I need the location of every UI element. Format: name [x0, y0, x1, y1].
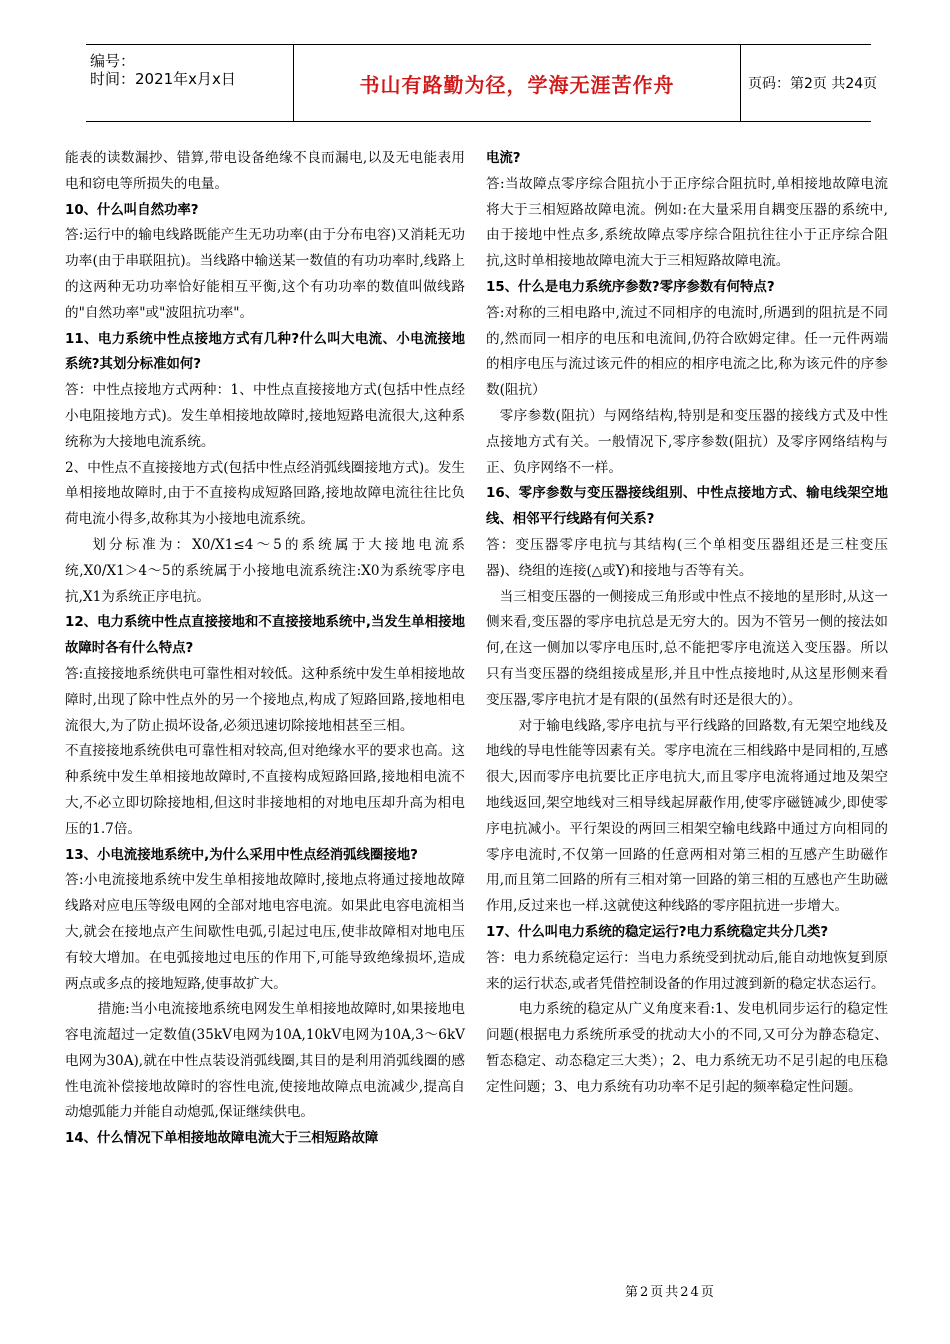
page-label: 页码：第2页 共24页 [748, 76, 878, 92]
answer-paragraph: 电力系统的稳定从广义角度来看:1、发电机同步运行的稳定性问题(根据电力系统所承受的扰动大小的不同,又可分为静态稳定、暂态稳定、动态稳定三大类）；2、电力系统无功不足引起的电压稳定性问题；3、电力系统有功功率不足引起的频率稳定性问题。 [486, 1001, 888, 1095]
question-heading: 15、什么是电力系统序参数?零序参数有何特点? [486, 279, 775, 295]
question-heading: 17、什么叫电力系统的稳定运行?电力系统稳定共分几类? [486, 924, 829, 940]
answer-paragraph: 答：中性点接地方式两种：1、中性点直接接地方式(包括中性点经小电阻接地方式)。发生单相接地故障时,接地短路电流很大,这种系统称为大接地电流系统。 [65, 382, 465, 450]
left-column [65, 146, 465, 1152]
answer-paragraph: 当三相变压器的一侧接成三角形或中性点不接地的星形时,从这一侧来看,变压器的零序电抗总是无穷大的。因为不管另一侧的接法如何,在这一侧加以零序电压时,总不能把零序电流送入变压器。所以只有当变压器的绕组接成星形,并且中性点接地时,从这星形侧来看变压器,零序电抗才是有限的(虽然有时还是很大的）。 [486, 588, 888, 708]
question-heading: 13、小电流接地系统中,为什么采用中性点经消弧线圈接地? [65, 847, 418, 863]
answer-paragraph: 划分标准为：X0/X1≤4～5的系统属于大接地电流系统,X0/X1＞4～5的系统属于小接地电流系统注:X0为系统零序电抗,X1为系统正序电抗。 [65, 536, 465, 605]
page-header [86, 44, 878, 122]
question-heading: 16、零序参数与变压器接线组别、中性点接地方式、输电线架空地线、相邻平行线路有何关系? [486, 486, 888, 528]
header-motto: 书山有路勤为径，学海无涯苦作舟 [359, 72, 675, 97]
answer-paragraph: 零序参数(阻抗）与网络结构,特别是和变压器的接线方式及中性点接地方式有关。一般情况下,零序参数(阻抗）及零序网络结构与正、负序网络不一样。 [486, 407, 888, 476]
question-heading: 12、电力系统中性点直接接地和不直接接地系统中,当发生单相接地故障时各有什么特点? [65, 615, 465, 657]
header-meta [86, 45, 292, 121]
answer-paragraph: 答：变压器零序电抗与其结构(三个单相变压器组还是三柱变压器)、绕组的连接(△或Y)和接地与否等有关。 [486, 536, 888, 579]
number-label: 编号： [90, 52, 136, 70]
answer-paragraph: 2、中性点不直接接地方式(包括中性点经消弧线圈接地方式)。发生单相接地故障时,由于不直接构成短路回路,接地故障电流往往比负荷电流小得多,故称其为小接地电流系统。 [65, 459, 465, 528]
answer-paragraph: 答:小电流接地系统中发生单相接地故障时,接地点将通过接地故障线路对应电压等级电网的全部对地电容电流。如果此电容电流相当大,就会在接地点产生间歇性电弧,引起过电压,使非故障相对地电压有较大增加。在电弧接地过电压的作用下,可能导致绝缘损坏,造成两点或多点的接地短路,使事故扩大。 [65, 872, 465, 992]
page-footer: 第2页共24页 [625, 1285, 716, 1300]
question-heading: 10、什么叫自然功率? [65, 202, 199, 218]
answer-paragraph: 答:直接接地系统供电可靠性相对较低。这种系统中发生单相接地故障时,出现了除中性点外的另一个接地点,构成了短路回路,接地相电流很大,为了防止损坏设备,必须迅速切除接地相甚至三相。 [65, 665, 465, 734]
right-column [486, 146, 888, 1100]
answer-paragraph: 答:对称的三相电路中,流过不同相序的电流时,所遇到的阻抗是不同的,然而同一相序的电压和电流间,仍符合欧姆定律。任一元件两端的相序电压与流过该元件的相应的相序电流之比,称为该元件的序参数(阻抗） [486, 304, 888, 399]
header-motto-cell [293, 45, 741, 121]
answer-paragraph: 答:运行中的输电线路既能产生无功功率(由于分布电容)又消耗无功功率(由于串联阻抗)。当线路中输送某一数值的有功功率时,线路上的这两种无功功率恰好能相互平衡,这个有功功率的数值叫做线路的"自然功率"或"波阻抗功率"。 [65, 227, 465, 321]
answer-paragraph: 措施:当小电流接地系统电网发生单相接地故障时,如果接地电容电流超过一定数值(35kV电网为10A,10kV电网为10A,3～6kV电网为30A),就在中性点装设消弧线圈,其目的是利用消弧线圈的感性电流补偿接地故障时的容性电流,使接地故障点电流减少,提高自动熄弧能力并能自动熄弧,保证继续供电。 [65, 1001, 465, 1121]
question-heading: 电流? [486, 151, 521, 166]
question-heading: 11、电力系统中性点接地方式有几种?什么叫大电流、小电流接地系统?其划分标准如何? [65, 331, 465, 373]
question-heading: 14、什么情况下单相接地故障电流大于三相短路故障 [65, 1131, 379, 1147]
answer-paragraph: 能表的读数漏抄、错算,带电设备绝缘不良而漏电,以及无电能表用电和窃电等所损失的电量。 [65, 150, 465, 192]
time-label: 时间：2021年x月x日 [90, 70, 236, 88]
answer-paragraph: 答:当故障点零序综合阻抗小于正序综合阻抗时,单相接地故障电流将大于三相短路故障电流。例如:在大量采用自耦变压器的系统中,由于接地中性点多,系统故障点零序综合阻抗往往小于正序综合阻抗,这时单相接地故障电流大于三相短路故障电流。 [486, 175, 888, 270]
answer-paragraph: 对于输电线路,零序电抗与平行线路的回路数,有无架空地线及地线的导电性能等因素有关。零序电流在三相线路中是同相的,互感很大,因而零序电抗要比正序电抗大,而且零序电流将通过地及架空地线返回,架空地线对三相导线起屏蔽作用,使零序磁链减少,即使零序电抗减小。平行架设的两回三相架空输电线路中通过方向相同的零序电流时,不仅第一回路的任意两相对第三相的互感产生助磁作用,而且第二回路的所有三相对第一回路的第三相的互感也产生助磁作用,反过来也一样.这就使这种线路的零序阻抗进一步增大。 [486, 717, 888, 915]
answer-paragraph: 不直接接地系统供电可靠性相对较高,但对绝缘水平的要求也高。这种系统中发生单相接地故障时,不直接构成短路回路,接地相电流不大,不必立即切除接地相,但这时非接地相的对地电压却升高为相电压的1.7倍。 [65, 743, 465, 837]
answer-paragraph: 答：电力系统稳定运行：当电力系统受到扰动后,能自动地恢复到原来的运行状态,或者凭借控制设备的作用过渡到新的稳定状态运行。 [486, 949, 888, 992]
